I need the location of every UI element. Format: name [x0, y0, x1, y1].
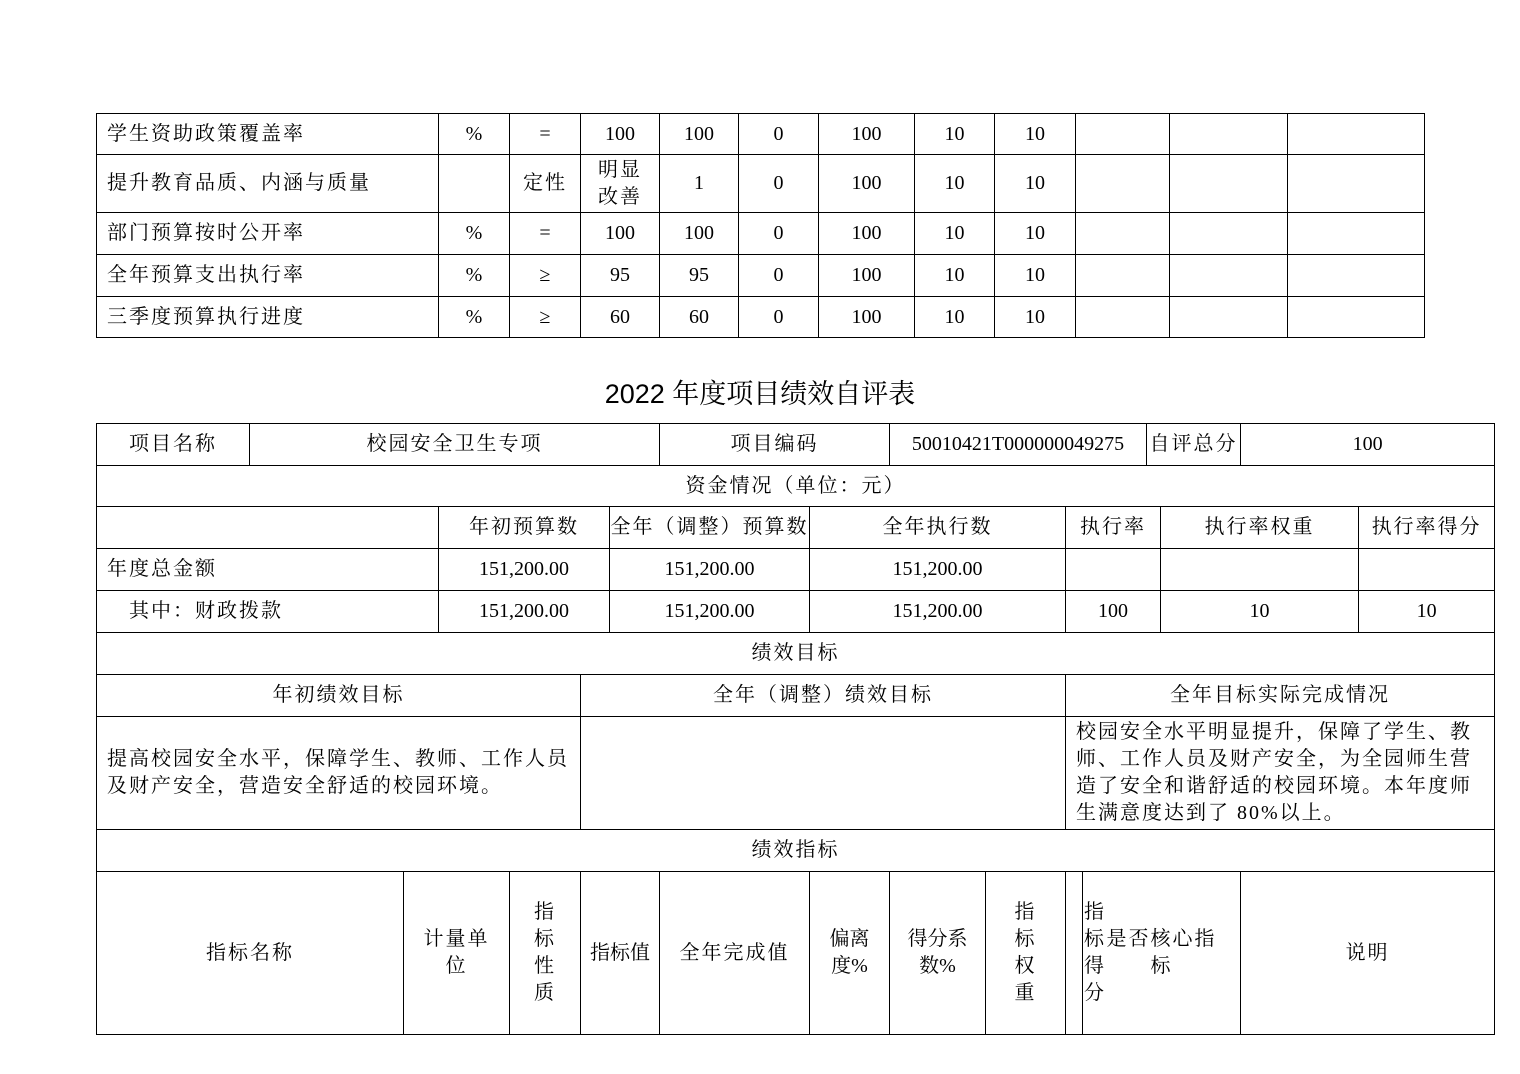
funds-rate-weight: 10 [1161, 591, 1359, 633]
indicator-nature: 定性 [510, 155, 581, 213]
indicator-nature: ≥ [510, 297, 581, 338]
funds-executed: 151,200.00 [810, 591, 1066, 633]
funds-adjusted: 151,200.00 [610, 591, 810, 633]
funds-initial: 151,200.00 [439, 591, 610, 633]
indicator-score: 10 [995, 297, 1076, 338]
project-evaluation-table [96, 423, 1495, 1035]
ind-header-score: 指标得分 [1066, 872, 1083, 1035]
indicator-name: 全年预算支出执行率 [97, 255, 439, 297]
indicator-suggestion [1288, 155, 1425, 213]
funds-rate: 100 [1066, 591, 1161, 633]
goals-header-actual: 全年目标实际完成情况 [1066, 675, 1495, 717]
indicator-weight: 10 [915, 255, 995, 297]
indicator-target: 100 [581, 213, 660, 255]
ind-header-name: 指标名称 [97, 872, 404, 1035]
indicator-unit [439, 155, 510, 213]
indicator-unit: % [439, 297, 510, 338]
total-score-label: 自评总分 [1147, 424, 1241, 466]
indicator-score: 10 [995, 114, 1076, 155]
goals-header-adjusted: 全年（调整）绩效目标 [581, 675, 1066, 717]
indicator-weight: 10 [915, 213, 995, 255]
indicator-nature: = [510, 213, 581, 255]
indicator-deviation: 0 [739, 213, 819, 255]
funds-header-blank [97, 507, 439, 549]
ind-header-core: 是否核心指标 [1083, 872, 1241, 1035]
table-row [97, 591, 1495, 633]
table-row [97, 213, 1425, 255]
indicator-deviation: 0 [739, 114, 819, 155]
form-title: 2022 年度项目绩效自评表 [604, 379, 916, 409]
ind-header-coefficient: 得分系数% [890, 872, 986, 1035]
indicator-nature: = [510, 114, 581, 155]
goals-initial-text: 提高校园安全水平，保障学生、教师、工作人员及财产安全，营造安全舒适的校园环境。 [97, 717, 581, 830]
indicator-actual: 100 [660, 213, 739, 255]
indicator-score: 10 [995, 155, 1076, 213]
funds-rate [1066, 549, 1161, 591]
indicators-section-row [97, 830, 1495, 872]
indicator-core [1076, 255, 1170, 297]
indicator-core [1076, 297, 1170, 338]
goals-header-initial: 年初绩效目标 [97, 675, 581, 717]
indicator-name: 部门预算按时公开率 [97, 213, 439, 255]
indicator-target: 100 [581, 114, 660, 155]
indicator-target: 95 [581, 255, 660, 297]
funds-row-label: 年度总金额 [97, 549, 439, 591]
indicator-suggestion [1288, 213, 1425, 255]
ind-header-note: 说明 [1241, 872, 1495, 1035]
indicator-target: 60 [581, 297, 660, 338]
table-row [97, 255, 1425, 297]
funds-adjusted: 151,200.00 [610, 549, 810, 591]
table-row [97, 155, 1425, 213]
indicator-note [1170, 155, 1288, 213]
indicator-unit: % [439, 114, 510, 155]
project-code-label: 项目编码 [660, 424, 890, 466]
funds-executed: 151,200.00 [810, 549, 1066, 591]
funds-rate-weight [1161, 549, 1359, 591]
table-row [97, 114, 1425, 155]
funds-rate-score: 10 [1359, 591, 1495, 633]
indicator-name: 提升教育品质、内涵与质量 [97, 155, 439, 213]
ind-header-actual: 全年完成值 [660, 872, 810, 1035]
indicator-deviation: 0 [739, 155, 819, 213]
indicator-weight: 10 [915, 114, 995, 155]
indicator-suggestion [1288, 114, 1425, 155]
funds-rate-score [1359, 549, 1495, 591]
goals-section-title: 绩效目标 [97, 633, 1495, 675]
project-code-value: 50010421T000000049275 [890, 424, 1147, 466]
indicator-suggestion [1288, 255, 1425, 297]
indicator-actual: 100 [660, 114, 739, 155]
project-name-value: 校园安全卫生专项 [250, 424, 660, 466]
funds-header-adjusted: 全年（调整）预算数 [610, 507, 810, 549]
project-info-row [97, 424, 1495, 466]
indicator-score: 10 [995, 255, 1076, 297]
total-score-value: 100 [1241, 424, 1495, 466]
indicator-note [1170, 213, 1288, 255]
indicator-deviation: 0 [739, 255, 819, 297]
goals-content-row [97, 717, 1495, 830]
indicator-actual: 60 [660, 297, 739, 338]
ind-header-weight: 指标权重 [986, 872, 1066, 1035]
indicator-coefficient: 100 [819, 114, 915, 155]
indicator-weight: 10 [915, 297, 995, 338]
goals-header-row [97, 675, 1495, 717]
indicator-core [1076, 213, 1170, 255]
indicator-coefficient: 100 [819, 155, 915, 213]
indicator-suggestion [1288, 297, 1425, 338]
goals-adjusted-text [581, 717, 1066, 830]
indicator-name: 学生资助政策覆盖率 [97, 114, 439, 155]
ind-header-deviation: 偏离度% [810, 872, 890, 1035]
indicator-unit: % [439, 255, 510, 297]
indicator-nature: ≥ [510, 255, 581, 297]
indicator-core [1076, 155, 1170, 213]
funds-section-row [97, 466, 1495, 507]
table-row [97, 297, 1425, 338]
indicators-section-title: 绩效指标 [97, 830, 1495, 872]
indicator-coefficient: 100 [819, 213, 915, 255]
indicator-name: 三季度预算执行进度 [97, 297, 439, 338]
funds-section-title: 资金情况（单位：元） [97, 466, 1495, 507]
indicator-score: 10 [995, 213, 1076, 255]
funds-row-label: 其中：财政拨款 [97, 591, 439, 633]
ind-header-target: 指标值 [581, 872, 660, 1035]
goals-section-row [97, 633, 1495, 675]
funds-header-row [97, 507, 1495, 549]
indicator-note [1170, 297, 1288, 338]
funds-header-initial: 年初预算数 [439, 507, 610, 549]
indicator-note [1170, 255, 1288, 297]
ind-header-nature: 指标性质 [510, 872, 581, 1035]
funds-header-executed: 全年执行数 [810, 507, 1066, 549]
funds-header-rate-weight: 执行率权重 [1161, 507, 1359, 549]
indicator-weight: 10 [915, 155, 995, 213]
indicator-coefficient: 100 [819, 297, 915, 338]
indicator-target: 明显改善 [581, 155, 660, 213]
table-row [97, 549, 1495, 591]
indicators-header-row [97, 872, 1495, 1035]
indicator-unit: % [439, 213, 510, 255]
goals-actual-text: 校园安全水平明显提升，保障了学生、教师、工作人员及财产安全，为全园师生营造了安全和谐舒适的校园环境。本年度师生满意度达到了 80%以上。 [1066, 717, 1495, 830]
indicator-actual: 1 [660, 155, 739, 213]
indicator-note [1170, 114, 1288, 155]
funds-header-rate: 执行率 [1066, 507, 1161, 549]
funds-initial: 151,200.00 [439, 549, 610, 591]
indicator-coefficient: 100 [819, 255, 915, 297]
funds-header-rate-score: 执行率得分 [1359, 507, 1495, 549]
indicator-continuation-table [96, 113, 1425, 338]
indicator-deviation: 0 [739, 297, 819, 338]
indicator-core [1076, 114, 1170, 155]
project-name-label: 项目名称 [97, 424, 250, 466]
ind-header-unit: 计量单位 [404, 872, 510, 1035]
indicator-actual: 95 [660, 255, 739, 297]
